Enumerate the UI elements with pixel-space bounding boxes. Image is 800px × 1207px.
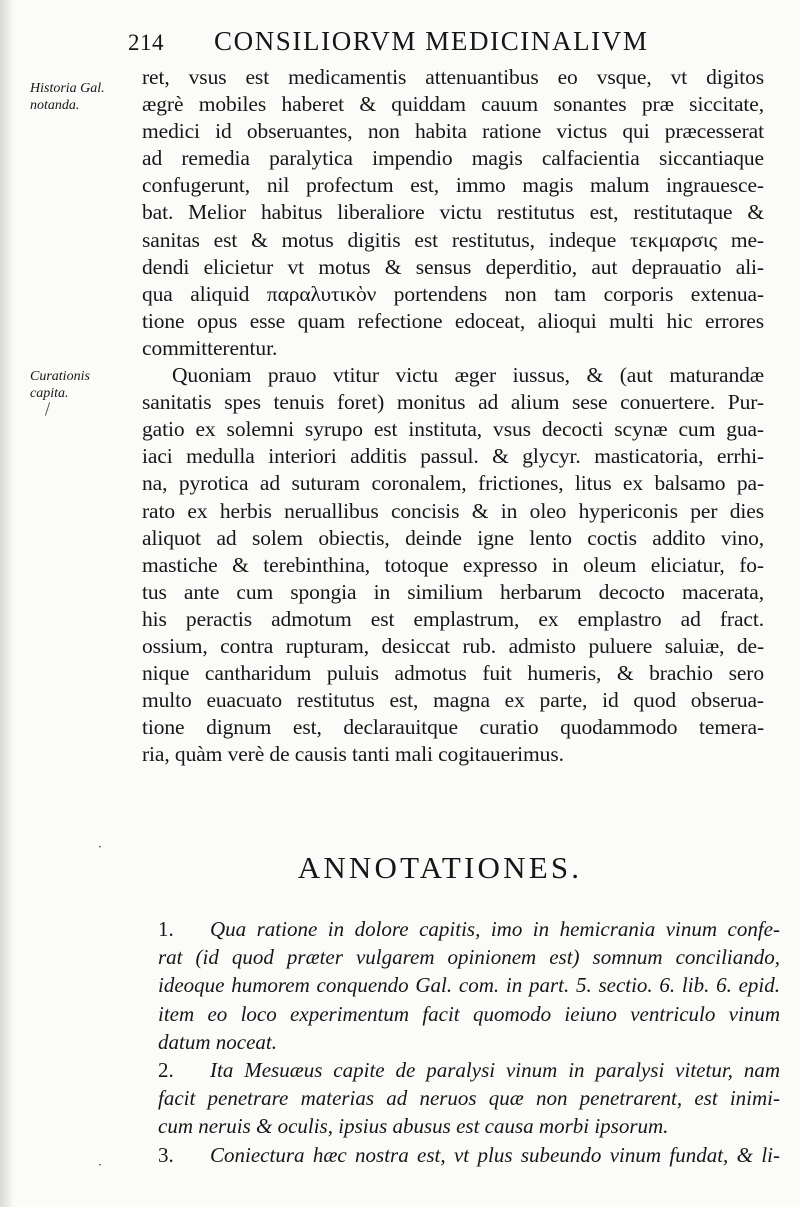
text-line: tione opus esse quam refectione edoceat, alioqui multi hic errores: [142, 308, 764, 333]
text-line: na, pyrotica ad suturam coronalem, frictiones, litus ex balsamo pa-: [142, 471, 764, 496]
text-line: ossium, contra rupturam, desiccat rub. admisto puluere saluiæ, de-: [142, 633, 764, 658]
stray-mark: ·: [98, 840, 102, 854]
page-header: [128, 26, 758, 60]
main-text: [142, 64, 764, 768]
text-line: ria, quàm verè de causis tanti mali cogitauerimus.: [142, 742, 564, 767]
annotation-number: 3.: [158, 1142, 174, 1167]
text-line: qua aliquid παραλυτικὸν portendens non tam corporis extenua-: [142, 281, 764, 306]
page-number: 214: [128, 30, 164, 55]
annotation-item: [158, 1056, 780, 1141]
text-line: nique cantharidum puluis admotus fuit humeris, & brachio sero: [142, 661, 764, 686]
text-line: aliquot ad solem obiectis, deinde igne lento coctis addito vino,: [142, 525, 764, 550]
annotation-line: item eo loco experimentum facit quomodo ieiuno ventriculo vinum: [158, 1001, 780, 1026]
annotation-line: Qua ratione in dolore capitis, imo in hemicrania vinum confe-: [210, 917, 780, 941]
annotation-line: ideoque humorem conquendo Gal. com. in part. 5. sectio. 6. lib. 6. epid.: [158, 973, 780, 998]
annotations-list: [158, 915, 780, 1169]
text-line: ret, vsus est medicamentis attenuantibus eo vsque, vt digitos: [142, 65, 764, 89]
text-line: ad remedia paralytica impendio magis calfacientia siccantiaque: [142, 146, 764, 171]
text-line: sanitatis spes tenuis foret) monitus ad alium sese conuertere. Pur-: [142, 390, 764, 415]
text-line: gatio ex solemni syrupo est instituta, vsus decocti scynæ cum gua-: [142, 417, 764, 442]
text-line: mastiche & terebinthina, totoque expresso in oleum eliciatur, fo-: [142, 552, 764, 577]
text-line: committerentur.: [142, 335, 278, 360]
margin-note-curationis: [30, 368, 130, 402]
margin-note-line: notanda.: [30, 98, 80, 113]
text-line: dendi elicietur vt motus & sensus deperditio, aut deprauatio ali-: [142, 254, 764, 279]
stray-mark: ·: [98, 1158, 102, 1172]
annotation-number: 1.: [158, 917, 174, 941]
text-line: sanitas est & motus digitis est restitutus, indeque τεκμαρσις me-: [142, 227, 764, 252]
margin-note-line: Curationis: [30, 369, 90, 384]
annotation-line: facit penetrare materias ad neruos quæ non penetrarent, est inimi-: [158, 1086, 780, 1111]
margin-mark: [45, 402, 50, 416]
annotation-item: [158, 1141, 780, 1169]
running-title: CONSILIORVM MEDICINALIVM: [214, 26, 649, 56]
text-line: ægrè mobiles haberet & quiddam cauum sonantes præ siccitate,: [142, 92, 764, 117]
margin-note-line: Historia Gal.: [30, 81, 105, 96]
text-line: confugerunt, nil profectum est, immo magis malum ingrauesce-: [142, 173, 764, 198]
annotation-line: rat (id quod præter vulgarem opinionem est) somnum conciliando,: [158, 945, 780, 970]
annotation-item: [158, 915, 780, 1056]
margin-note-line: capita.: [30, 386, 69, 401]
text-line: tione dignum est, declarauitque curatio quodammodo temera-: [142, 715, 764, 740]
annotation-line: cum neruis & oculis, ipsius abusus est causa morbi ipsorum.: [158, 1114, 669, 1139]
text-line: tus ante cum spongia in similium herbarum decocto macerata,: [142, 579, 764, 604]
paragraph-first-line: Quoniam prauo vtitur victu æger iussus, & (aut maturandæ: [172, 363, 764, 388]
text-line: his peractis admotum est emplastrum, ex emplastro ad fract.: [142, 606, 764, 631]
text-line: medici id obseruantes, non habita ratione victus qui præcesserat: [142, 119, 764, 144]
section-heading: ANNOTATIONES.: [297, 850, 583, 885]
annotation-line: Coniectura hæc nostra est, vt plus subeundo vinum fundat, & li-: [210, 1142, 780, 1167]
annotation-line: Ita Mesuæus capite de paralysi vinum in paralysi vitetur, nam: [210, 1058, 780, 1083]
binding-shadow: [0, 0, 14, 1207]
annotation-line: datum noceat.: [158, 1029, 277, 1054]
text-line: iaci medulla interiori additis passul. & glycyr. masticatoria, errhi-: [142, 444, 764, 469]
text-line: rato ex herbis neruallibus concisis & in oleo hypericonis per dies: [142, 498, 764, 523]
text-line: multo euacuato restitutus est, magna ex parte, id quod obserua-: [142, 688, 764, 713]
margin-note-historia: [30, 80, 130, 114]
annotation-number: 2.: [158, 1058, 174, 1083]
text-line: bat. Melior habitus liberaliore victu restitutus est, restitutaque &: [142, 200, 764, 225]
